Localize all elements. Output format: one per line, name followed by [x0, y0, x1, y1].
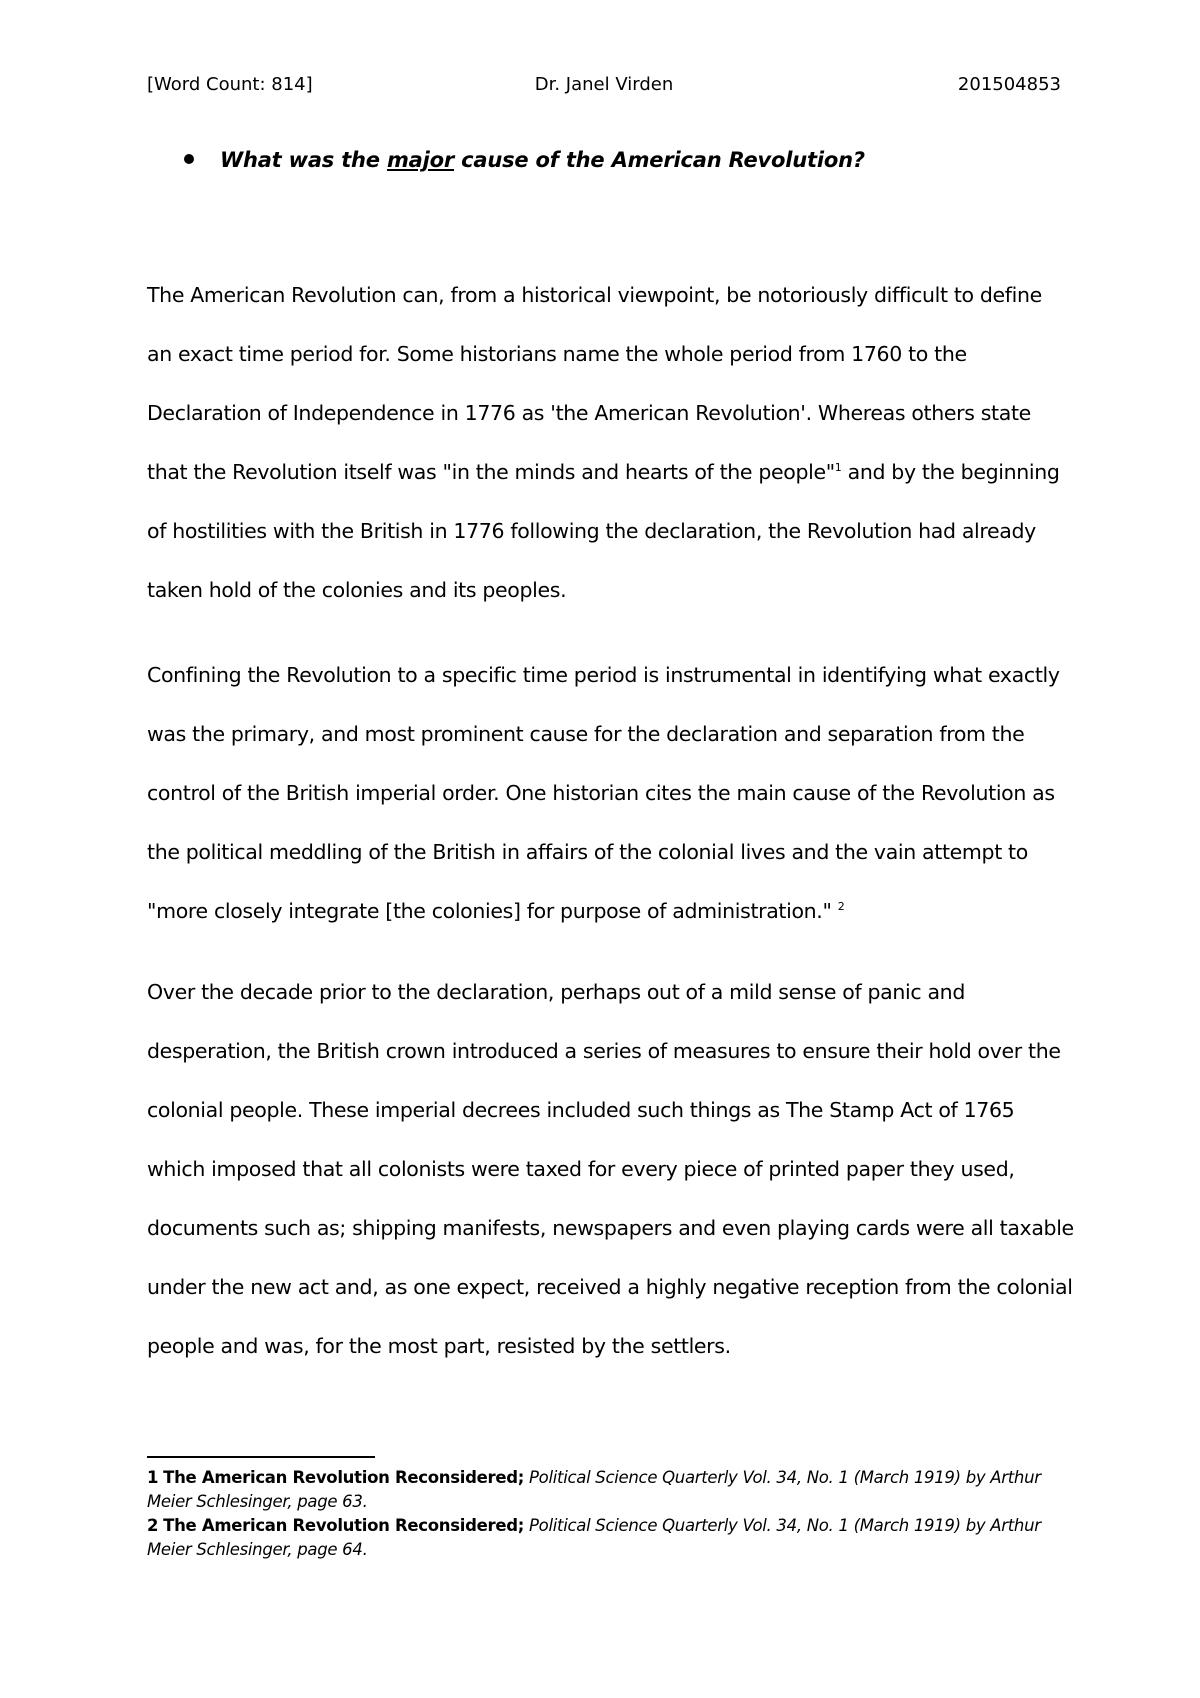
question-prefix: What was the [220, 148, 387, 172]
paragraph-line: was the primary, and most prominent cause for the declaration and separation from the [147, 722, 1025, 746]
footnote-2 [147, 1514, 1067, 1562]
paragraph-line: Confining the Revolution to a specific time period is instrumental in identifying what exactly [147, 663, 1060, 687]
footnote-separator [147, 1456, 375, 1458]
footnote-line [147, 1466, 1067, 1490]
paragraph-line: colonial people. These imperial decrees included such things as The Stamp Act of 1765 [147, 1098, 1015, 1122]
footnote-source: Political Science Quarterly Vol. 34, No. 1 (March 1919) by Arthur [524, 1516, 1041, 1535]
line-text-tail: and by the beginning [841, 460, 1060, 484]
line-text: "more closely integrate [the colonies] for purpose of administration." [147, 899, 838, 923]
footnote-title: The American Revolution Reconsidered; [163, 1468, 525, 1487]
paragraph-line: documents such as; shipping manifests, newspapers and even playing cards were all taxable [147, 1216, 1074, 1240]
footnote-number: 2 [147, 1516, 159, 1535]
paragraph-line: of hostilities with the British in 1776 following the declaration, the Revolution had already [147, 519, 1036, 543]
header-student-id: 201504853 [957, 74, 1061, 95]
line-text: that the Revolution itself was "in the minds and hearts of the people" [147, 460, 835, 484]
paragraph-line: the political meddling of the British in affairs of the colonial lives and the vain attempt to [147, 840, 1028, 864]
footnote-1 [147, 1466, 1067, 1514]
paragraph-line [147, 882, 1067, 941]
footnote-title: The American Revolution Reconsidered; [163, 1516, 525, 1535]
paragraph-1 [147, 266, 1067, 620]
essay-question [220, 148, 865, 172]
question-suffix: cause of the American Revolution? [454, 148, 865, 172]
paragraph-line: The American Revolution can, from a historical viewpoint, be notoriously difficult to define [147, 283, 1042, 307]
paragraph-line: people and was, for the most part, resisted by the settlers. [147, 1334, 731, 1358]
paragraph-3 [147, 963, 1074, 1376]
footnote-source-cont: Meier Schlesinger, page 63. [147, 1492, 368, 1511]
footnote-source: Political Science Quarterly Vol. 34, No. 1 (March 1919) by Arthur [524, 1468, 1041, 1487]
footnote-ref-1: 1 [834, 461, 842, 474]
header-instructor: Dr. Janel Virden [534, 74, 674, 95]
paragraph-line: which imposed that all colonists were taxed for every piece of printed paper they used, [147, 1157, 1015, 1181]
question-emphasis: major [386, 148, 455, 172]
footnote-line [147, 1514, 1067, 1538]
paragraph-line: under the new act and, as one expect, received a highly negative reception from the colonial [147, 1275, 1073, 1299]
paragraph-line: Declaration of Independence in 1776 as 'the American Revolution'. Whereas others state [147, 401, 1031, 425]
footnotes [147, 1466, 1067, 1562]
paragraph-2 [147, 646, 1067, 941]
paragraph-line: desperation, the British crown introduced a series of measures to ensure their hold over the [147, 1039, 1061, 1063]
paragraph-line: taken hold of the colonies and its peoples. [147, 578, 567, 602]
paragraph-line: an exact time period for. Some historians name the whole period from 1760 to the [147, 342, 967, 366]
paragraph-line [147, 443, 1067, 502]
paragraph-line: control of the British imperial order. One historian cites the main cause of the Revolution as [147, 781, 1055, 805]
footnote-source-cont: Meier Schlesinger, page 64. [147, 1540, 368, 1559]
bullet-icon [184, 154, 194, 164]
footnote-number: 1 [147, 1468, 159, 1487]
footnote-ref-2: 2 [837, 900, 845, 913]
header-word-count: [Word Count: 814] [147, 74, 313, 95]
paragraph-line: Over the decade prior to the declaration, perhaps out of a mild sense of panic and [147, 980, 965, 1004]
page-header [147, 74, 1061, 104]
